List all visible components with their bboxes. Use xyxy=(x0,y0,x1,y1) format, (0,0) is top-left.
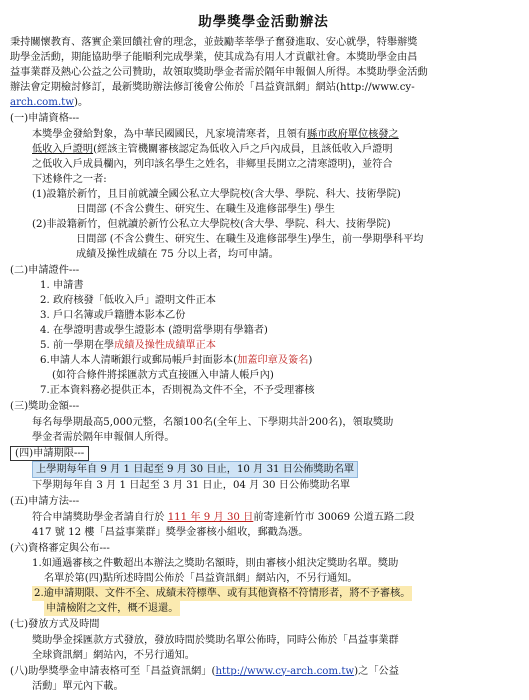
section-5-heading: (五)申請方法--- xyxy=(10,496,80,507)
s8-text-2: )之「公益 xyxy=(354,665,399,677)
s6-highlight-2: 申請檢附之文件，概不退還。 xyxy=(46,603,179,614)
s4-highlight: 上學期每年自 9 月 1 日起至 9 月 30 日止，10 月 31 日公佈獎助名單 xyxy=(32,461,358,478)
s1-cond-2b: 日間部 (不含公費生、研究生、在職生及進修部學生)學生，前一學期學科平均 xyxy=(76,233,424,245)
s1-cond-1b: 日間部 (不含公費生、研究生、在職生及進修部學生) 學生 xyxy=(76,203,335,215)
s1-cond-2a: (2)非設籍新竹，但就讀於新竹公私立大學院校(含大學、學院、科大、技術學院) xyxy=(32,218,391,230)
s5-text-1: 符合申請獎助學金者請自行於 xyxy=(32,511,168,523)
s7-line-1: 獎助學金採匯款方式發放，發放時間於獎助名單公佈時，同時公佈於「昌益事業群 xyxy=(32,634,399,646)
s1-line-2 xyxy=(10,142,517,157)
section-7-heading: (七)發放方式及時間 xyxy=(10,619,100,630)
website-link[interactable]: arch.com.tw xyxy=(10,97,75,108)
s6-item-1b: 名單於第(四)點所述時間公佈於「昌益資訊網」網站內，不另行通知。 xyxy=(44,573,358,584)
s6-item-2b xyxy=(10,601,517,616)
s1-cond-2c: 成績及操性成績在 75 分以上者，均可申請。 xyxy=(76,248,279,260)
s5-line-1 xyxy=(10,510,517,525)
s3-line-1: 每名每學期最高5,000元整，名額100名(全年上、下學期共計200名)，領取獎助 xyxy=(32,416,394,428)
s2-item-5 xyxy=(10,338,517,353)
s8-text-1: (八)助學獎學金申請表格可至「昌益資訊網」( xyxy=(10,665,216,677)
s2-item-5-red: 成績及操性成績單正本 xyxy=(114,340,216,351)
intro-line-2: 助學金活動，期能協助學子能順利完成學業，使其成為有用人才貢獻社會。本獎助學金由昌 xyxy=(10,52,418,63)
section-2-heading: (二)申請證件--- xyxy=(10,264,80,276)
s1-line-3: 之低收入戶成員欄內，列印該名學生之姓名，非鄉里長開立之清寒證明)，並符合 xyxy=(32,158,393,170)
s5-deadline: 111 年 9 月 30 日 xyxy=(167,511,254,523)
s2-item-4: 4. 在學證明書或學生證影本 (證明當學期有學籍者) xyxy=(40,325,268,336)
s4-line-1 xyxy=(10,461,517,478)
s6-item-1a: 1.如通過審核之件數超出本辦法之獎助名額時，則由審核小組決定獎助名單。獎助 xyxy=(32,558,399,569)
s1-underline-2: 低收入戶證明 xyxy=(32,143,94,155)
s2-item-1: 1. 申請書 xyxy=(40,280,84,291)
s2-item-6-end: ) xyxy=(308,355,313,366)
s4-line-2: 下學期每年自 3 月 1 日起至 3 月 31 日止，04 月 30 日公佈獎助名單 xyxy=(32,480,351,491)
s2-item-6 xyxy=(10,353,517,368)
section-3-heading: (三)獎助金額--- xyxy=(10,401,80,412)
s1-cond-1a: (1)設籍於新竹，且目前就讀全國公私立大學院校(含大學、學院、科大、技術學院) xyxy=(32,188,401,200)
s3-line-2: 學金者需於隔年申報個人所得。 xyxy=(32,431,175,443)
s2-item-6-note: (如符合條件將採匯款方式直接匯入申請人帳戶內) xyxy=(52,370,274,381)
s2-item-2: 2. 政府核發「低收入戶」證明文件正本 xyxy=(40,295,216,306)
s4-heading-box: (四)申請期限--- xyxy=(10,446,89,461)
s1-text-1: 本獎學金發給對象，為中華民國國民，凡家境清寒者，且領有 xyxy=(32,128,308,140)
s5-text-2: 前寄達新竹市 30069 公道五路二段 xyxy=(253,511,415,523)
s2-item-6-red: 加蓋印章及簽名 xyxy=(237,355,309,366)
s2-item-5-text: 5. 前一學期在學 xyxy=(40,340,115,351)
s2-item-3: 3. 戶口名簿或戶籍謄本影本乙份 xyxy=(40,310,186,321)
intro-line-1: 秉持關懷教育、落實企業回饋社會的理念，並鼓勵莘莘學子奮發進取、安心就學，特舉辦獎 xyxy=(10,37,418,48)
s1-underline-1: 縣市政府單位核發之 xyxy=(307,128,399,140)
page-title: 助學獎學金活動辦法 xyxy=(198,14,329,30)
download-link[interactable]: http://www.cy-arch.com.tw xyxy=(215,665,355,677)
s2-item-7: 7.正本資料務必提供正本，否則視為文件不全，不予受理審核 xyxy=(40,385,315,396)
s2-item-6-text: 6.申請人本人清晰銀行或郵局帳戶封面影本( xyxy=(40,355,238,366)
s6-item-2a xyxy=(10,586,517,601)
section-8-line-1 xyxy=(10,664,517,680)
s1-line-1 xyxy=(10,127,517,142)
s1-line-4: 下述條件之一者: xyxy=(32,173,107,185)
s5-line-2: 417 號 12 樓「昌益事業群」獎學金審核小組收，郵戳為憑。 xyxy=(32,526,309,538)
section-1-heading: (一)申請資格--- xyxy=(10,113,80,124)
s7-line-2: 全球資訊網」網站內，不另行通知。 xyxy=(32,649,195,661)
s8-line-2: 活動」單元內下載。 xyxy=(32,681,124,692)
intro-line-5 xyxy=(10,95,517,110)
s1-text-2: (經該主管機關審核認定為低收入戶之戶內成員，且該低收入戶證明 xyxy=(93,143,393,155)
intro-line-4: 辦法會定期檢討修訂，最新獎助辦法修訂後會公佈於「昌益資訊網」網站(http://www.cy- xyxy=(10,82,415,93)
section-4-heading xyxy=(10,446,517,462)
intro-line-3: 益事業群及熱心公益之公司贊助，故領取獎助學金者需於隔年申報個人所得。本獎助學金活動 xyxy=(10,67,428,78)
intro-end: )。 xyxy=(74,97,89,108)
intro-paragraph xyxy=(10,35,517,110)
section-6-heading: (六)資格審定與公布--- xyxy=(10,542,110,554)
s6-highlight-1: 2.逾申請期限、文件不全、成績未符標準、或有其他資格不符情形者，將不予審核。 xyxy=(34,588,411,599)
